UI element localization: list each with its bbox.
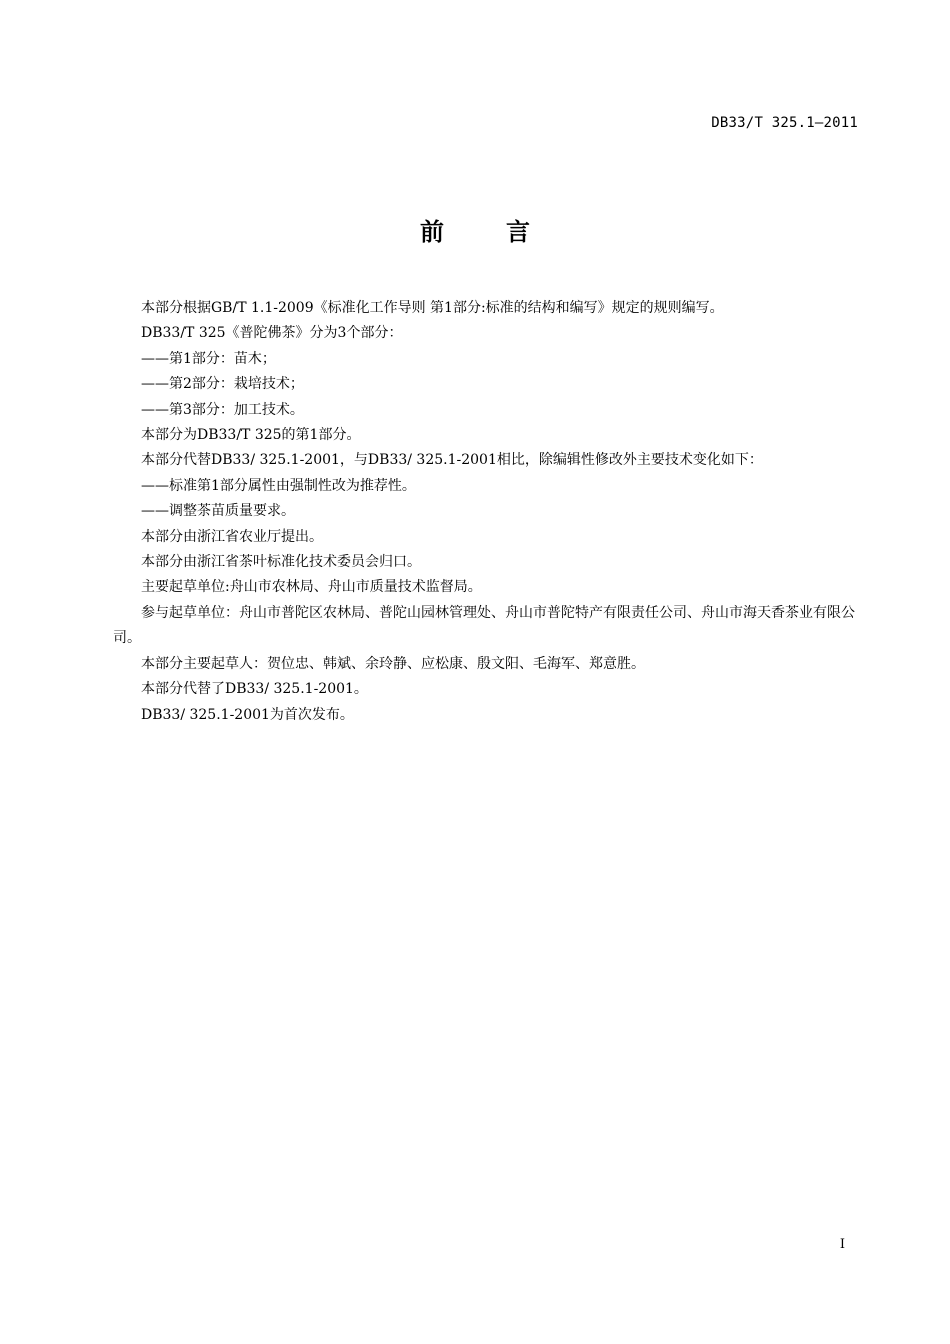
paragraph-main-drafters-org: 主要起草单位:舟山市农林局、舟山市质量技术监督局。 xyxy=(141,579,482,596)
paragraph-replaces: 本部分代替DB33/ 325.1-2001，与DB33/ 325.1-2001相比，除编辑性修改外主要技术变化如下： xyxy=(141,452,763,469)
paragraph-basis: 本部分根据GB/T 1.1-2009《标准化工作导则 第1部分:标准的结构和编写》规定的规则编写。 xyxy=(141,300,724,316)
paragraph-administered-by: 本部分由浙江省茶叶标准化技术委员会归口。 xyxy=(141,554,421,571)
paragraph-this-part: 本部分为DB33/T 325的第1部分。 xyxy=(141,427,361,444)
paragraph-first-release: DB33/ 325.1-2001为首次发布。 xyxy=(141,706,354,723)
page-title xyxy=(0,212,950,247)
title-char-2: 言 xyxy=(506,218,530,246)
paragraph-proposed-by: 本部分由浙江省农业厅提出。 xyxy=(141,528,323,545)
paragraph-drafters: 本部分主要起草人：贺位忠、韩斌、余玲静、应松康、殷文阳、毛海军、郑意胜。 xyxy=(141,655,645,672)
paragraph-participating-orgs: 参与起草单位：舟山市普陀区农林局、普陀山园林管理处、舟山市普陀特产有限责任公司、舟山市海天香茶业有限公司。 xyxy=(113,604,855,647)
list-item-part1: ——第1部分：苗木； xyxy=(141,350,276,367)
list-item-part3: ——第3部分：加工技术。 xyxy=(141,401,304,418)
document-code: DB33/T 325.1—2011 xyxy=(711,115,858,131)
list-item-change2: ——调整茶苗质量要求。 xyxy=(141,503,295,520)
page-number: I xyxy=(839,1237,845,1252)
title-char-1: 前 xyxy=(420,218,444,246)
foreword-body xyxy=(113,296,858,728)
paragraph-structure: DB33/T 325《普陀佛茶》分为3个部分： xyxy=(141,325,403,342)
paragraph-superseded: 本部分代替了DB33/ 325.1-2001。 xyxy=(141,681,368,698)
list-item-part2: ——第2部分：栽培技术； xyxy=(141,376,304,393)
list-item-change1: ——标准第1部分属性由强制性改为推荐性。 xyxy=(141,477,416,494)
